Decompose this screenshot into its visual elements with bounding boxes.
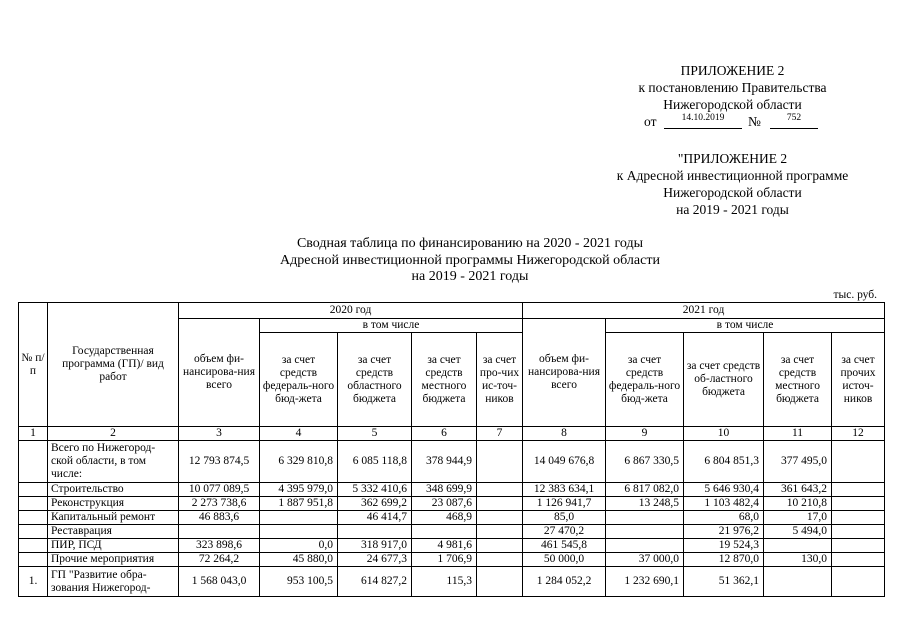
row-name: Строительство [48,483,179,497]
column-number: 5 [338,427,412,441]
table-row [19,441,885,483]
financing-table [18,302,885,597]
financing-table-body [19,441,885,597]
header-local-2020: за счет средств местного бюджета [412,333,477,427]
header-program: Государственная программа (ГП)/ вид работ [48,303,179,427]
column-number: 10 [684,427,764,441]
row-value: 348 699,9 [412,483,477,497]
column-number: 1 [19,427,48,441]
header-including-2020: в том числе [260,319,523,333]
row-value: 68,0 [684,511,764,525]
row-value [764,539,832,553]
row-value [606,539,684,553]
row-value: 1 126 941,7 [523,497,606,511]
table-row [19,525,885,539]
row-value: 12 870,0 [684,553,764,567]
table-title-line3: на 2019 - 2021 годы [411,269,529,284]
appendix-program-line1: к Адресной инвестиционной программе [616,168,849,183]
column-number: 9 [606,427,684,441]
row-name: Прочие мероприятия [48,553,179,567]
row-value: 0,0 [260,539,338,553]
row-value: 614 827,2 [338,567,412,597]
header-regional-2021: за счет средств об-ластного бюджета [684,333,764,427]
row-value: 6 817 082,0 [606,483,684,497]
number-underline [770,128,818,129]
units-label: тыс. руб. [833,289,877,301]
row-value [606,511,684,525]
row-number: 1. [19,567,48,597]
row-value [832,553,885,567]
row-value: 1 568 043,0 [179,567,260,597]
row-value: 323 898,6 [179,539,260,553]
row-value: 24 677,3 [338,553,412,567]
row-value [477,553,523,567]
row-name: Реставрация [48,525,179,539]
row-value: 37 000,0 [606,553,684,567]
table-row [19,567,885,597]
row-value: 6 085 118,8 [338,441,412,483]
row-value: 21 976,2 [684,525,764,539]
row-value: 2 273 738,6 [179,497,260,511]
row-value: 23 087,6 [412,497,477,511]
appendix-title: ПРИЛОЖЕНИЕ 2 [680,63,785,78]
row-value [412,525,477,539]
appendix-program-header [590,150,875,218]
row-value [832,483,885,497]
row-value: 10 077 089,5 [179,483,260,497]
column-number: 2 [48,427,179,441]
header-year-2021: 2021 год [523,303,885,319]
row-number [19,497,48,511]
row-value [832,525,885,539]
row-value: 362 699,2 [338,497,412,511]
row-value [477,511,523,525]
row-value: 115,3 [412,567,477,597]
row-value: 17,0 [764,511,832,525]
table-row [19,539,885,553]
row-value: 12 793 874,5 [179,441,260,483]
row-value: 1 284 052,2 [523,567,606,597]
row-value: 4 981,6 [412,539,477,553]
row-value [260,525,338,539]
row-number [19,553,48,567]
row-name: Капитальный ремонт [48,511,179,525]
appendix-line1: к постановлению Правительства [638,80,827,95]
row-value: 461 545,8 [523,539,606,553]
row-value: 6 804 851,3 [684,441,764,483]
row-value [832,497,885,511]
row-value [477,483,523,497]
row-name: ПИР, ПСД [48,539,179,553]
row-value [477,441,523,483]
row-value [477,525,523,539]
row-value: 46 883,6 [179,511,260,525]
table-row [19,483,885,497]
row-value: 130,0 [764,553,832,567]
row-value: 72 264,2 [179,553,260,567]
row-value: 13 248,5 [606,497,684,511]
row-value [764,567,832,597]
row-number [19,539,48,553]
column-number-row [19,427,885,441]
header-including-2021: в том числе [606,319,885,333]
number-prefix: № [748,114,761,129]
row-value: 19 524,3 [684,539,764,553]
row-value: 361 643,2 [764,483,832,497]
row-value: 46 414,7 [338,511,412,525]
row-name: Всего по Нижегород-ской области, в том числе: [48,441,179,483]
row-value: 10 210,8 [764,497,832,511]
row-value [477,497,523,511]
row-name: ГП "Развитие обра-зования Нижегород- [48,567,179,597]
appendix-header [600,62,865,133]
row-value: 5 646 930,4 [684,483,764,497]
appendix-program-line2: Нижегородской области [663,185,802,200]
column-number: 12 [832,427,885,441]
header-other-2020: за счет про-чих ис-точ-ников [477,333,523,427]
header-other-2021: за счет прочих источ-ников [832,333,885,427]
row-value: 12 383 634,1 [523,483,606,497]
row-value: 1 887 951,8 [260,497,338,511]
row-value [477,539,523,553]
row-value [338,525,412,539]
row-value [260,511,338,525]
header-federal-2021: за счет средств федераль-ного бюд-жета [606,333,684,427]
row-value [832,567,885,597]
row-number [19,483,48,497]
column-number: 6 [412,427,477,441]
header-federal-2020: за счет средств федераль-ного бюд-жета [260,333,338,427]
row-value: 953 100,5 [260,567,338,597]
row-value: 5 494,0 [764,525,832,539]
header-local-2021: за счет средств местного бюджета [764,333,832,427]
row-number [19,511,48,525]
header-total-2021: объем фи-нансирова-ния всего [523,319,606,427]
appendix-date-number [600,113,865,133]
column-number: 3 [179,427,260,441]
number-value: 752 [786,113,802,123]
column-number: 4 [260,427,338,441]
column-number: 11 [764,427,832,441]
row-value: 6 867 330,5 [606,441,684,483]
row-value: 50 000,0 [523,553,606,567]
row-value: 468,9 [412,511,477,525]
table-title [230,236,710,286]
row-value [832,539,885,553]
row-value [477,567,523,597]
row-value: 1 232 690,1 [606,567,684,597]
row-value [832,511,885,525]
column-number: 7 [477,427,523,441]
row-name: Реконструкция [48,497,179,511]
header-total-2020: объем фи-нансирова-ния всего [179,319,260,427]
table-title-line2: Адресной инвестиционной программы Нижегородской области [280,252,660,268]
row-value: 378 944,9 [412,441,477,483]
row-value: 14 049 676,8 [523,441,606,483]
table-title-line1: Сводная таблица по финансированию на 2020 - 2021 годы [296,236,644,251]
row-value: 1 103 482,4 [684,497,764,511]
row-value [832,441,885,483]
appendix-line2: Нижегородской области [663,97,802,112]
row-value: 318 917,0 [338,539,412,553]
row-value: 51 362,1 [684,567,764,597]
header-regional-2020: за счет средств областного бюджета [338,333,412,427]
header-year-2020: 2020 год [179,303,523,319]
appendix-program-title: "ПРИЛОЖЕНИЕ 2 [677,151,788,166]
date-value: 14.10.2019 [681,113,725,123]
date-underline [664,128,742,129]
table-row [19,553,885,567]
row-value: 27 470,2 [523,525,606,539]
row-number [19,441,48,483]
row-value [606,525,684,539]
row-number [19,525,48,539]
table-row [19,511,885,525]
row-value: 4 395 979,0 [260,483,338,497]
column-number: 8 [523,427,606,441]
date-prefix: от [644,114,657,129]
row-value: 5 332 410,6 [338,483,412,497]
row-value: 377 495,0 [764,441,832,483]
row-value: 85,0 [523,511,606,525]
header-num: № п/п [19,303,48,427]
appendix-program-line3: на 2019 - 2021 годы [676,202,789,217]
row-value [179,525,260,539]
table-row [19,497,885,511]
row-value: 45 880,0 [260,553,338,567]
row-value: 1 706,9 [412,553,477,567]
row-value: 6 329 810,8 [260,441,338,483]
